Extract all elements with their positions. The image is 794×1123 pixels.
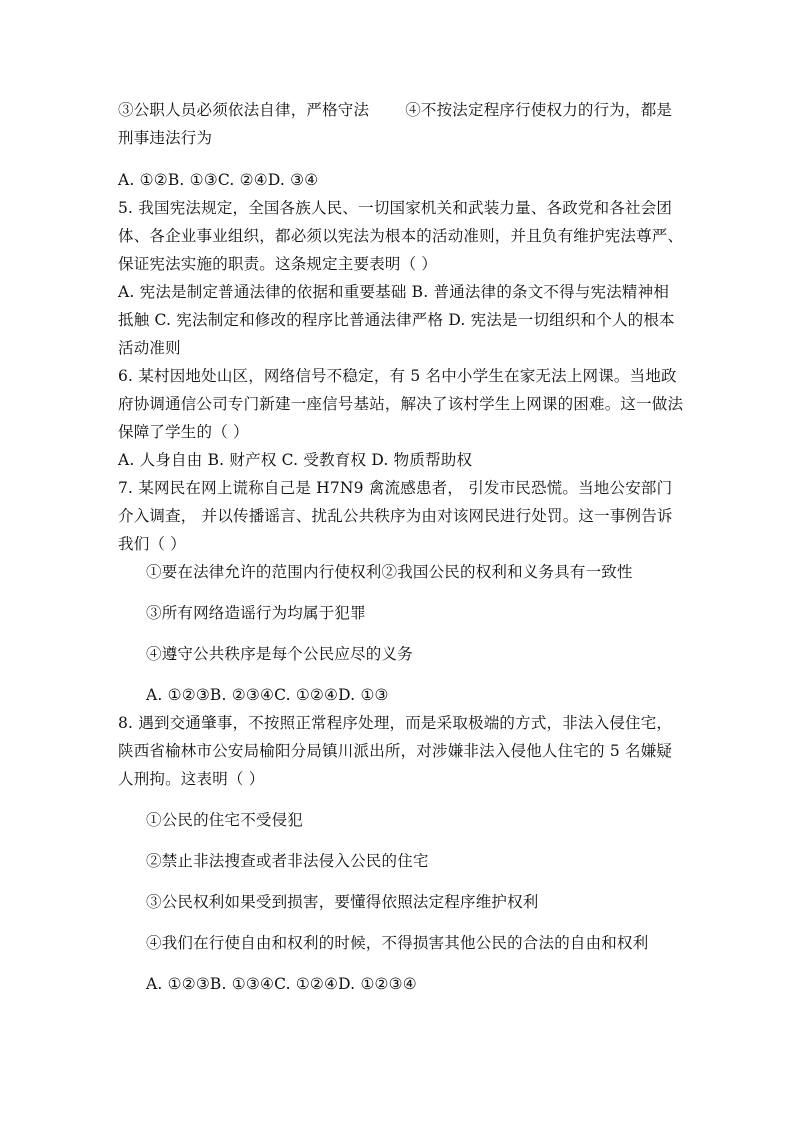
question-7-option-4: ④遵守公共秩序是每个公民应尽的义务 [146, 645, 413, 663]
question-7-answer-choices: A. ①②③B. ②③④C. ①②④D. ①③ [146, 686, 389, 704]
question-6-stem: 6. 某村因地处山区，网络信号不稳定，有 5 名中小学生在家无法上网课。当地政府协调通信公司专门新建一座信号基站，解决了该村学生上网课的困难。这一做法保障了学生的（ ） [118, 367, 684, 441]
question-8-option-4: ④我们在行使自由和权利的时候，不得损害其他公民的合法的自由和权利 [146, 934, 649, 952]
question-7-stem: 7. 某网民在网上谎称自己是 H7N9 禽流感患者， 引发市民恐慌。当地公安部门介入调查， 并以传播谣言、扰乱公共秩序为由对该网民进行处罚。这一事例告诉我们（ ） [118, 479, 673, 553]
question-4-option-4: ④不按法定程序行使权力的行为，都是刑事违法行为 [118, 101, 673, 147]
question-6-answer-choices: A. 人身自由 B. 财产权 C. 受教育权 D. 物质帮助权 [118, 451, 473, 469]
question-7-option-3: ③所有网络造谣行为均属于犯罪 [146, 604, 366, 622]
question-4-option-3: ③公职人员必须依法自律，严格守法 [118, 101, 370, 119]
question-4-answer-choices: A. ①②B. ①③C. ②④D. ③④ [118, 171, 319, 189]
question-4-options-3-4 [118, 96, 684, 152]
question-5-stem: 5. 我国宪法规定，全国各族人民、一切国家机关和武装力量、各政党和各社会团体、各企业事业组织，都必须以宪法为根本的活动准则，并且负有维护宪法尊严、保证宪法实施的职责。这条规定主要表明（ ） [118, 199, 684, 273]
question-8-option-3: ③公民权利如果受到损害，要懂得依照法定程序维护权利 [146, 893, 539, 911]
question-7-option-1-2: ①要在法律允许的范围内行使权利②我国公民的权利和义务具有一致性 [146, 563, 633, 581]
question-8-option-2: ②禁止非法搜查或者非法侵入公民的住宅 [146, 852, 429, 870]
question-8-stem: 8. 遇到交通肇事，不按照正常程序处理，而是采取极端的方式，非法入侵住宅，陕西省榆林市公安局榆阳分局镇川派出所，对涉嫌非法入侵他人住宅的 5 名嫌疑人刑拘。这表明（ ） [118, 714, 673, 788]
question-8-option-1: ①公民的住宅不受侵犯 [146, 811, 304, 829]
question-5-answer-choices: A. 宪法是制定普通法律的依据和重要基础 B. 普通法律的条文不得与宪法精神相抵触 C. 宪法制定和修改的程序比普通法律严格 D. 宪法是一切组织和个人的根本活动准则 [118, 283, 675, 357]
question-8-answer-choices: A. ①②③B. ①③④C. ①②④D. ①②③④ [146, 975, 417, 993]
exam-page [118, 96, 684, 998]
